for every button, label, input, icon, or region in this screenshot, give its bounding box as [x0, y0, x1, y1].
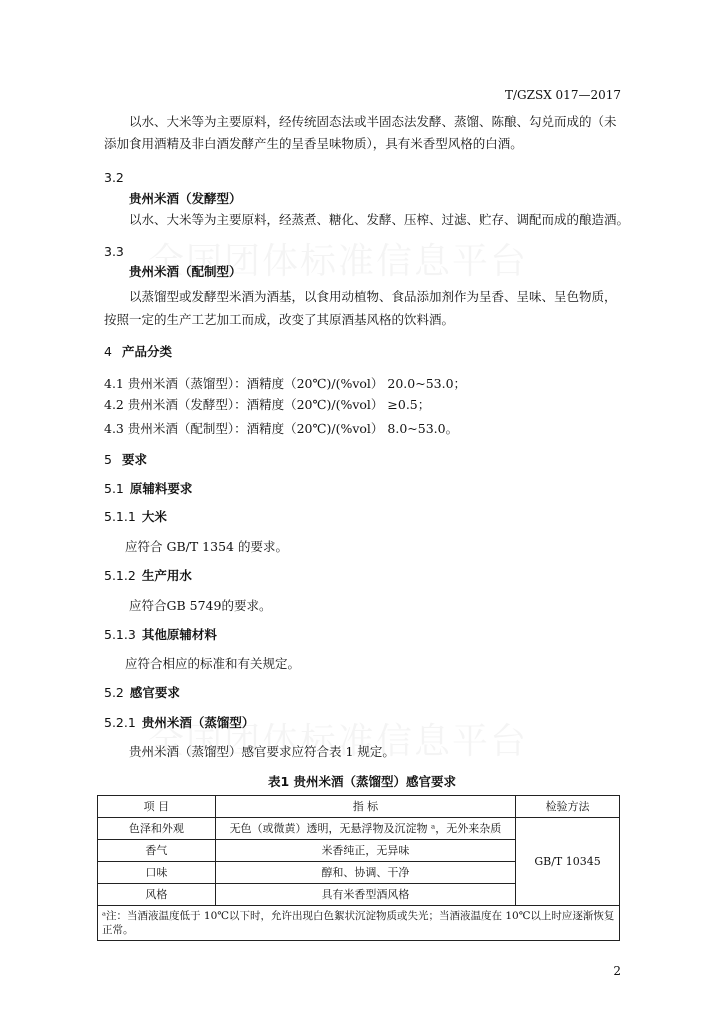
section-5-2-1-number: 5.2.1	[104, 715, 136, 730]
section-5-1-1-heading	[104, 509, 167, 525]
test-method: GB/T 10345	[516, 818, 620, 906]
section-5-1-3-heading	[104, 627, 217, 643]
table-note: ᵃ注：当酒液温度低于 10℃以下时，允许出现白色絮状沉淀物质或失光；当酒液温度在 10℃以上时应逐渐恢复正常。	[98, 906, 620, 941]
section-5-1-number: 5.1	[104, 481, 124, 496]
section-5-1-heading	[104, 481, 192, 497]
section-5-1-1-number: 5.1.1	[104, 509, 136, 524]
section-5-2-1-title: 贵州米酒（蒸馏型）	[141, 715, 255, 730]
intro-line-1: 以水、大米等为主要原料，经传统固态法或半固态法发酵、蒸馏、陈酿、勾兑而成的（未	[129, 114, 617, 129]
section-5-2-1-text: 贵州米酒（蒸馏型）感官要求应符合表 1 规定。	[129, 744, 395, 759]
section-5-1-3-number: 5.1.3	[104, 627, 136, 642]
section-5-2-title: 感官要求	[129, 685, 180, 700]
classification-item-1: 4.1 贵州米酒（蒸馏型）：酒精度（20℃)/(%vol） 20.0~53.0；	[104, 376, 467, 391]
section-5-1-title: 原辅料要求	[129, 481, 193, 496]
section-3-3-number: 3.3	[104, 244, 124, 259]
section-5-1-2-number: 5.1.2	[104, 568, 136, 583]
table-row	[98, 818, 620, 840]
section-3-3-line-1: 以蒸馏型或发酵型米酒为酒基，以食用动植物、食品添加剂作为呈香、呈味、呈色物质，	[129, 289, 617, 304]
section-5-heading	[104, 452, 147, 468]
header-spec: 指 标	[215, 796, 515, 818]
intro-line-2: 添加食用酒精及非白酒发酵产生的呈香呈味物质），具有米香型风格的白酒。	[104, 136, 523, 151]
row-item: 口味	[98, 862, 216, 884]
table-1-caption: 表1 贵州米酒（蒸馏型）感官要求	[267, 774, 457, 789]
section-4-heading	[104, 344, 172, 360]
section-5-1-2-title: 生产用水	[141, 568, 192, 583]
section-5-1-1-title: 大米	[141, 509, 167, 524]
section-5-1-3-title: 其他原辅材料	[141, 627, 217, 642]
row-spec: 醇和、协调、干净	[215, 862, 515, 884]
section-3-2-number: 3.2	[104, 170, 124, 185]
page-number: 2	[613, 964, 621, 978]
table-note-row	[98, 906, 620, 941]
section-5-1-1-text: 应符合 GB/T 1354 的要求。	[125, 539, 288, 554]
row-item: 色泽和外观	[98, 818, 216, 840]
section-3-3-line-2: 按照一定的生产工艺加工而成，改变了其原酒基风格的饮料酒。	[104, 312, 455, 327]
classification-item-3: 4.3 贵州米酒（配制型）：酒精度（20℃)/(%vol） 8.0~53.0。	[104, 421, 459, 436]
section-4-title: 产品分类	[121, 344, 172, 359]
header-code: T/GZSX 017—2017	[505, 88, 621, 102]
section-3-3-title: 贵州米酒（配制型）	[129, 264, 242, 279]
header-method: 检验方法	[516, 796, 620, 818]
section-5-2-number: 5.2	[104, 685, 124, 700]
section-4-number: 4	[104, 344, 112, 359]
row-item: 香气	[98, 840, 216, 862]
row-spec: 无色（或微黄）透明，无悬浮物及沉淀物 ᵃ，无外来杂质	[215, 818, 515, 840]
section-3-2-text: 以水、大米等为主要原料，经蒸煮、糖化、发酵、压榨、过滤、贮存、调配而成的酿造酒。	[129, 212, 630, 227]
row-spec: 具有米香型酒风格	[215, 884, 515, 906]
section-5-1-3-text: 应符合相应的标准和有关规定。	[125, 656, 301, 671]
section-5-number: 5	[104, 452, 112, 467]
sensory-requirements-table	[97, 795, 620, 941]
section-5-2-heading	[104, 685, 180, 701]
section-5-title: 要求	[121, 452, 147, 467]
section-5-1-2-text: 应符合GB 5749的要求。	[129, 598, 272, 613]
row-item: 风格	[98, 884, 216, 906]
classification-item-2: 4.2 贵州米酒（发酵型）：酒精度（20℃)/(%vol） ≥0.5；	[104, 397, 431, 412]
section-3-2-title: 贵州米酒（发酵型）	[129, 191, 242, 206]
header-item: 项 目	[98, 796, 216, 818]
section-5-1-2-heading	[104, 568, 192, 584]
row-spec: 米香纯正，无异味	[215, 840, 515, 862]
table-header-row	[98, 796, 620, 818]
section-5-2-1-heading	[104, 715, 254, 731]
